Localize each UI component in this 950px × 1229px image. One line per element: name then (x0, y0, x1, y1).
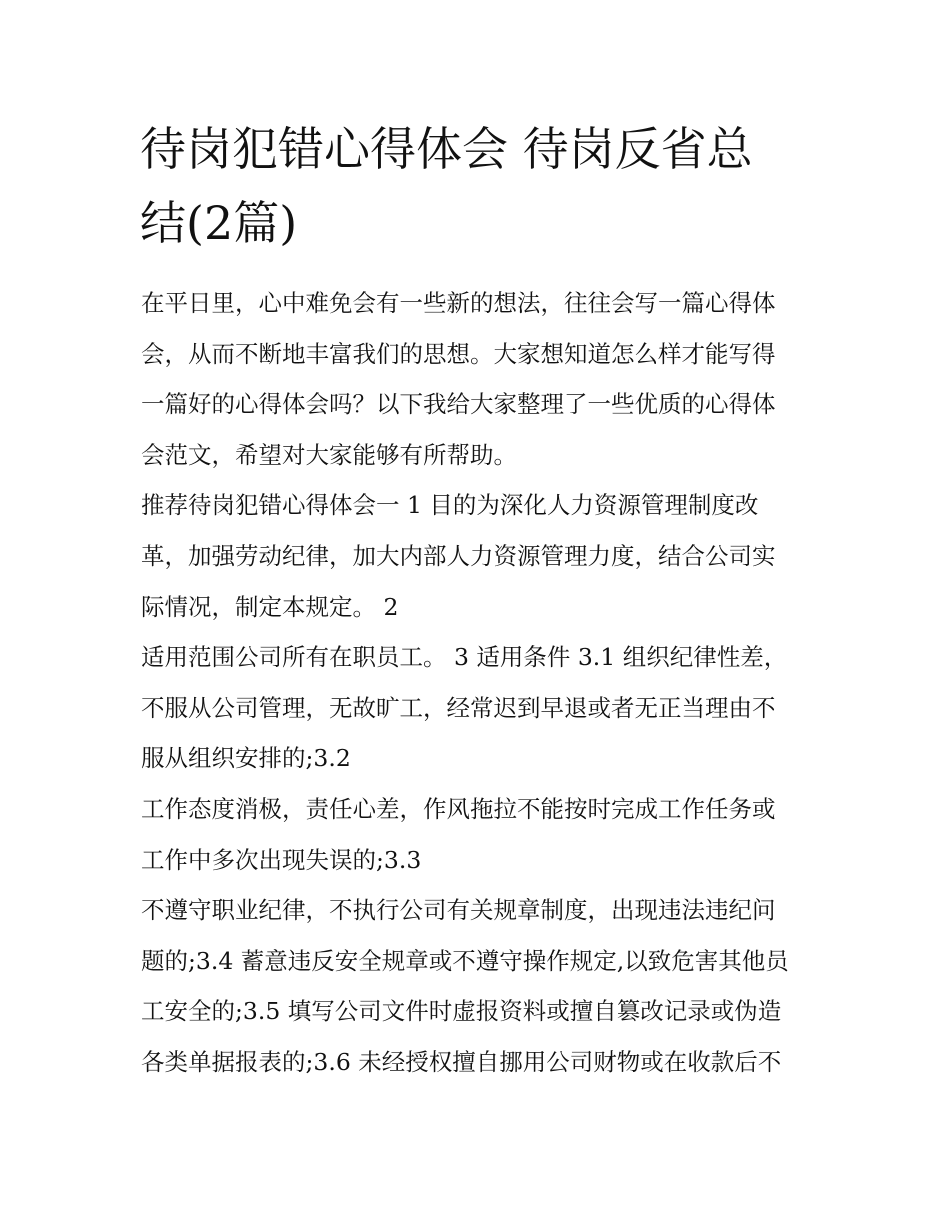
document-title (140, 112, 830, 260)
body-line: 题的;3.4 蓄意违反安全规章或不遵守操作规定,以致危害其他员 (141, 946, 789, 975)
title-line-2: 结(2篇) (140, 196, 298, 250)
body-line: 不服从公司管理，无故旷工，经常迟到早退或者无正当理由不 (141, 693, 776, 722)
body-line: 推荐待岗犯错心得体会一 1 目的为深化人力资源管理制度改 (141, 491, 759, 520)
body-line: 工作中多次出现失误的;3.3 (141, 845, 422, 874)
body-line: 工作态度消极，责任心差，作风拖拉不能按时完成工作任务或 (141, 794, 776, 823)
title-line-1: 待岗犯错心得体会 待岗反省总 (140, 122, 753, 176)
body-line: 各类单据报表的;3.6 未经授权擅自挪用公司财物或在收款后不 (141, 1047, 782, 1076)
body-line: 工安全的;3.5 填写公司文件时虚报资料或擅自篡改记录或伪造 (141, 997, 782, 1026)
document-body (141, 278, 841, 1088)
body-line: 革，加强劳动纪律，加大内部人力资源管理力度，结合公司实 (141, 541, 776, 570)
body-line: 在平日里，心中难免会有一些新的想法，往往会写一篇心得体 (141, 289, 776, 317)
body-line: 服从组织安排的;3.2 (141, 744, 351, 773)
body-line: 一篇好的心得体会吗？以下我给大家整理了一些优质的心得体 (141, 390, 776, 419)
body-line: 际情况，制定本规定。 2 (141, 592, 399, 621)
body-line: 会范文，希望对大家能够有所帮助。 (141, 440, 517, 469)
body-line: 不遵守职业纪律，不执行公司有关规章制度，出现违法违纪问 (141, 896, 776, 925)
body-line: 会，从而不断地丰富我们的思想。大家想知道怎么样才能写得 (141, 339, 776, 368)
body-line: 适用范围公司所有在职员工。 3 适用条件 3.1 组织纪律性差， (141, 643, 788, 672)
